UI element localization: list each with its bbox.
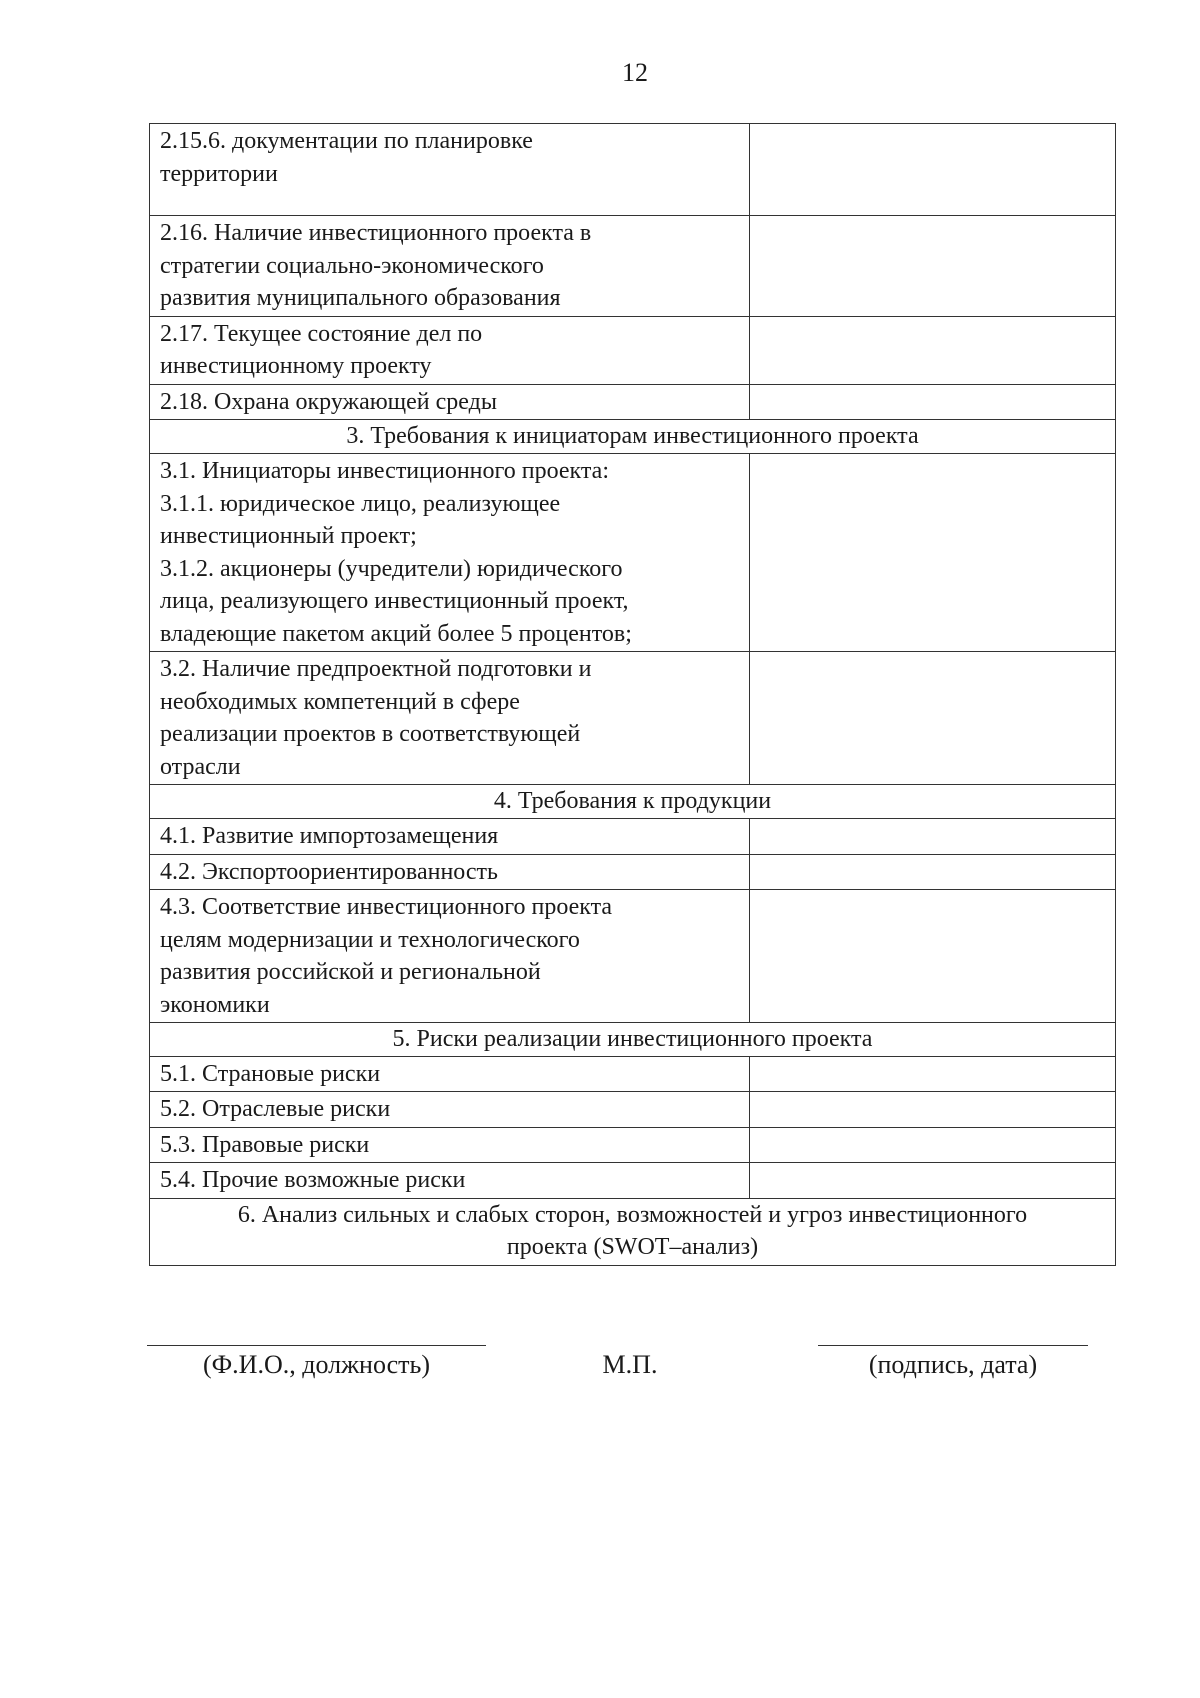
criterion-value-cell[interactable]	[750, 890, 1116, 1023]
criterion-label: 5.4. Прочие возможные риски	[150, 1163, 750, 1199]
criterion-label: 2.18. Охрана окружающей среды	[150, 384, 750, 420]
form-table-body	[150, 124, 1116, 1266]
criterion-value-cell[interactable]	[750, 1056, 1116, 1092]
criterion-label: 5.1. Страновые риски	[150, 1056, 750, 1092]
table-row	[150, 1056, 1116, 1092]
application-form-table	[149, 123, 1116, 1266]
criterion-label: 4.2. Экспортоориентированность	[150, 854, 750, 890]
table-row	[150, 454, 1116, 652]
criterion-value-cell[interactable]	[750, 652, 1116, 785]
criterion-label: 2.17. Текущее состояние дел по инвестиционному проекту	[150, 316, 750, 384]
table-row	[150, 652, 1116, 785]
table-row	[150, 819, 1116, 855]
criterion-value-cell[interactable]	[750, 1127, 1116, 1163]
section-header-row	[150, 420, 1116, 454]
criterion-label: 3.1. Инициаторы инвестиционного проекта: 3.1.1. юридическое лицо, реализующее инвестиционный проект; 3.1.2. акционеры (учредители) юридического лица, реализующего инвестиционный проект, владеющие пакетом акций более 5 процентов;	[150, 454, 750, 652]
table-row	[150, 384, 1116, 420]
criterion-label: 2.16. Наличие инвестиционного проекта в стратегии социально-экономического развития муниципального образования	[150, 216, 750, 317]
section-title: 6. Анализ сильных и слабых сторон, возможностей и угроз инвестиционного проекта (SWOT–анализ)	[150, 1198, 1116, 1265]
criterion-label: 5.3. Правовые риски	[150, 1127, 750, 1163]
table-row	[150, 1092, 1116, 1128]
criterion-value-cell[interactable]	[750, 454, 1116, 652]
section-title: 4. Требования к продукции	[150, 785, 1116, 819]
section-title: 3. Требования к инициаторам инвестиционного проекта	[150, 420, 1116, 454]
page-number: 12	[622, 58, 648, 87]
criterion-value-cell[interactable]	[750, 216, 1116, 317]
criterion-value-cell[interactable]	[750, 854, 1116, 890]
seal-label: М.П.	[602, 1350, 658, 1379]
criterion-value-cell[interactable]	[750, 1092, 1116, 1128]
signature-date-label: (подпись, дата)	[868, 1350, 1038, 1379]
table-row	[150, 854, 1116, 890]
table-row	[150, 316, 1116, 384]
section-header-row	[150, 785, 1116, 819]
section-header-row	[150, 1023, 1116, 1057]
section-header-row	[150, 1198, 1116, 1265]
criterion-value-cell[interactable]	[750, 124, 1116, 216]
criterion-value-cell[interactable]	[750, 316, 1116, 384]
table-row	[150, 1127, 1116, 1163]
table-row	[150, 124, 1116, 216]
criterion-label: 5.2. Отраслевые риски	[150, 1092, 750, 1128]
criterion-value-cell[interactable]	[750, 819, 1116, 855]
table-row	[150, 216, 1116, 317]
section-title: 5. Риски реализации инвестиционного проекта	[150, 1023, 1116, 1057]
criterion-label: 4.3. Соответствие инвестиционного проекта целям модернизации и технологического развития российской и региональной экономики	[150, 890, 750, 1023]
criterion-value-cell[interactable]	[750, 384, 1116, 420]
fio-position-label: (Ф.И.О., должность)	[202, 1350, 431, 1379]
table-row	[150, 890, 1116, 1023]
criterion-label: 4.1. Развитие импортозамещения	[150, 819, 750, 855]
criterion-value-cell[interactable]	[750, 1163, 1116, 1199]
signature-date-line	[818, 1345, 1088, 1346]
table-row	[150, 1163, 1116, 1199]
criterion-label: 3.2. Наличие предпроектной подготовки и необходимых компетенций в сфере реализации проектов в соответствующей отрасли	[150, 652, 750, 785]
fio-signature-line	[147, 1345, 486, 1346]
criterion-label: 2.15.6. документации по планировке территории	[150, 124, 750, 216]
